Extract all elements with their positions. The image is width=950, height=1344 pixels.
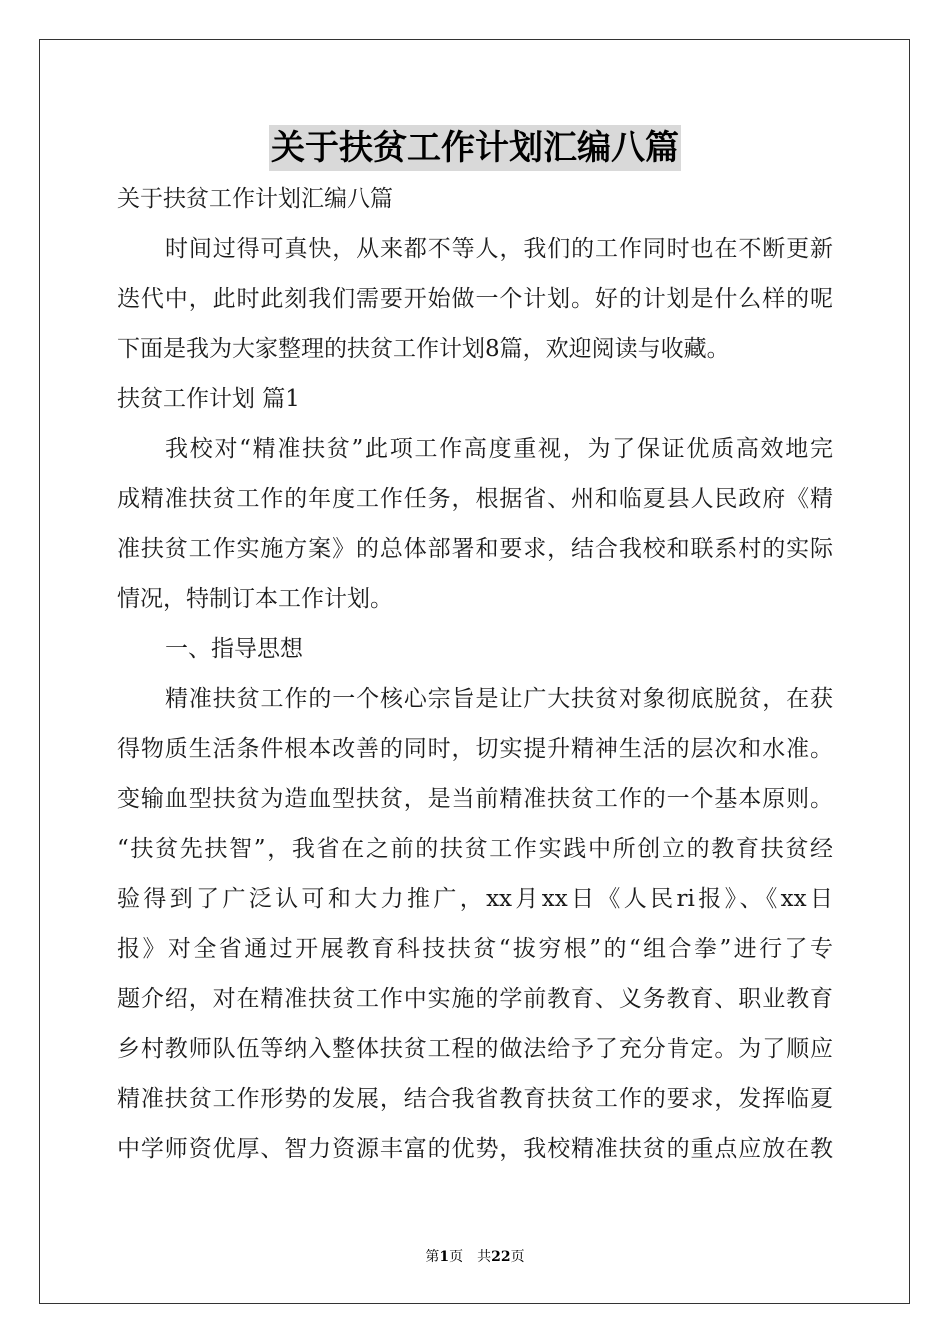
document-page [39,39,910,1304]
body-line: 迭代中，此时此刻我们需要开始做一个计划。好的计划是什么样的呢 [117,286,833,312]
page-suffix: 页 [449,1249,464,1265]
body-line: 精准扶贫工作的一个核心宗旨是让广大扶贫对象彻底脱贫，在获 [165,686,833,712]
body-line: 中学师资优厚、智力资源丰富的优势，我校精准扶贫的重点应放在教 [117,1136,833,1162]
document-title: 关于扶贫工作计划汇编八篇 [269,125,681,171]
page-footer [0,1246,950,1266]
total-suffix: 页 [510,1249,525,1265]
body-line: 得物质生活条件根本改善的同时，切实提升精神生活的层次和水准。 [117,736,833,762]
page-prefix: 第 [425,1249,440,1265]
body-line: 验得到了广泛认可和大力推广，xx月xx日《人民ri报》、《xx日 [117,886,833,912]
body-line: 时间过得可真快，从来都不等人，我们的工作同时也在不断更新 [165,236,833,262]
body-line: 乡村教师队伍等纳入整体扶贫工程的做法给予了充分肯定。为了顺应 [117,1036,833,1062]
body-line: 精准扶贫工作形势的发展，结合我省教育扶贫工作的要求，发挥临夏 [117,1086,833,1112]
body-line: 下面是我为大家整理的扶贫工作计划8篇，欢迎阅读与收藏。 [117,336,730,362]
section-heading: 扶贫工作计划 篇1 [117,386,300,412]
page-number: 1 [439,1249,450,1265]
body-line: 成精准扶贫工作的年度工作任务，根据省、州和临夏县人民政府《精 [117,486,833,512]
total-pages: 22 [491,1249,511,1265]
total-prefix: 共 [477,1249,492,1265]
body-line: 报》对全省通过开展教育科技扶贫“拔穷根”的“组合拳”进行了专 [117,936,833,962]
body-line: 我校对“精准扶贫”此项工作高度重视，为了保证优质高效地完 [165,436,833,462]
body-line: “扶贫先扶智”，我省在之前的扶贫工作实践中所创立的教育扶贫经 [117,836,833,862]
subtitle-line: 关于扶贫工作计划汇编八篇 [117,186,393,212]
body-line: 变输血型扶贫为造血型扶贫，是当前精准扶贫工作的一个基本原则。 [117,786,833,812]
body-line: 题介绍，对在精准扶贫工作中实施的学前教育、义务教育、职业教育 [117,986,833,1012]
body-line: 准扶贫工作实施方案》的总体部署和要求，结合我校和联系村的实际 [117,536,833,562]
body-line: 情况，特制订本工作计划。 [117,586,393,612]
title-container [0,125,950,171]
subsection-heading: 一、指导思想 [165,636,303,662]
